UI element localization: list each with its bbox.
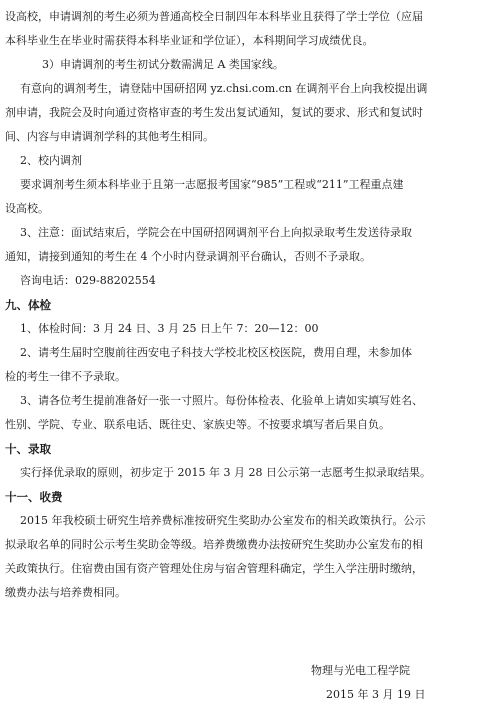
paragraph-text: 2015 年我校硕士研究生培养费标准按研究生奖助办公室发布的相关政策执行。公示 bbox=[20, 514, 426, 527]
paragraph-text: 3）申请调剂的考生初试分数需满足 A 类国家线。 bbox=[42, 58, 284, 71]
paragraph-text: 本科毕业生在毕业时需获得本科毕业证和学位证），本科期间学习成绩优良。 bbox=[5, 34, 374, 47]
paragraph-text: 间、内容与申请调剂学科的其他考生相同。 bbox=[5, 130, 214, 143]
paragraph-text: 通知，请接到通知的考生在 4 个小时内登录调剂平台确认，否则不予录取。 bbox=[5, 250, 371, 263]
signature-date: 2015 年 3 月 19 日 bbox=[326, 688, 426, 701]
paragraph-text: 设高校。 bbox=[5, 202, 49, 215]
paragraph-text: 1、体检时间：3 月 24 日、3 月 25 日上午 7：20—12：00 bbox=[20, 322, 319, 335]
paragraph-text: 缴费办法与培养费相同。 bbox=[5, 586, 126, 599]
section-heading-admission: 十、录取 bbox=[5, 442, 51, 456]
paragraph-text: 实行择优录取的原则，初步定于 2015 年 3 月 28 日公示第一志愿考生拟录取结果。 bbox=[20, 466, 431, 479]
paragraph-text: 剂申请，我院会及时向通过资格审查的考生发出复试通知，复试的要求、形式和复试时 bbox=[5, 106, 423, 119]
paragraph-text: 要求调剂考生须本科毕业于且第一志愿报考国家“985”工程或“211”工程重点建 bbox=[20, 178, 404, 191]
paragraph-text: 3、注意：面试结束后，学院会在中国研招网调剂平台上向拟录取考生发送待录取 bbox=[20, 226, 412, 239]
section-subheading: 2、校内调剂 bbox=[20, 154, 82, 167]
paragraph-text: 检的考生一律不予录取。 bbox=[5, 370, 126, 383]
section-heading-fees: 十一、收费 bbox=[5, 490, 63, 504]
section-heading-physical-exam: 九、体检 bbox=[5, 298, 51, 312]
contact-phone: 咨询电话：029-88202554 bbox=[20, 274, 156, 287]
paragraph-text: 2、请考生届时空腹前往西安电子科技大学校北校区校医院，费用自理，未参加体 bbox=[20, 346, 412, 359]
paragraph-text: 设高校，申请调剂的考生必须为普通高校全日制四年本科毕业且获得了学士学位（应届 bbox=[5, 10, 423, 23]
signature-institution: 物理与光电工程学院 bbox=[311, 664, 410, 677]
paragraph-text: 3、请各位考生提前准备好一张一寸照片。每份体检表、化验单上请如实填写姓名、 bbox=[20, 394, 423, 407]
paragraph-text: 拟录取名单的同时公示考生奖助金等级。培养费缴费办法按研究生奖助办公室发布的相 bbox=[5, 538, 423, 551]
paragraph-text: 关政策执行。住宿费由国有资产管理处住房与宿舍管理科确定，学生入学注册时缴纳， bbox=[5, 562, 423, 575]
paragraph-text: 性别、学院、专业、联系电话、既往史、家族史等。不按要求填写者后果自负。 bbox=[5, 418, 390, 431]
paragraph-text: 有意向的调剂考生，请登陆中国研招网 yz.chsi.com.cn 在调剂平台上向我校提出调 bbox=[20, 82, 428, 95]
